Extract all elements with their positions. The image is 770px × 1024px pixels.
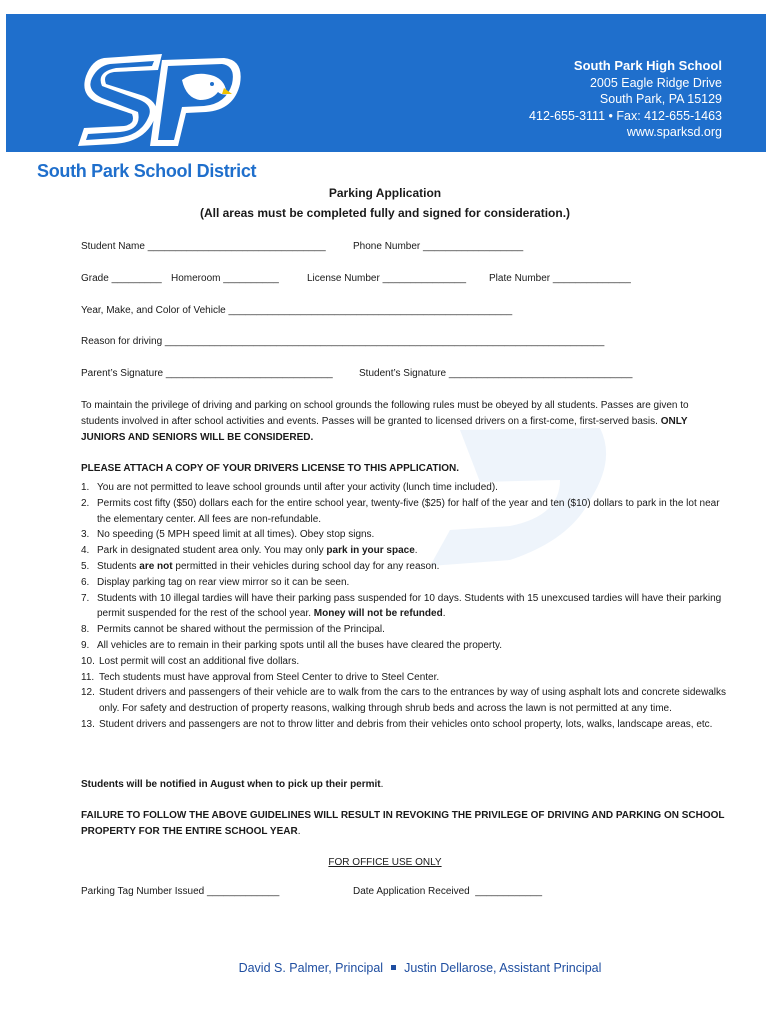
intro-paragraph	[81, 398, 729, 446]
district-name: South Park School District	[37, 161, 257, 181]
parent-signature-field[interactable]: Parent’s Signature ______________________________	[81, 368, 333, 379]
form-subtitle: (All areas must be completed fully and signed for consideration.)	[199, 206, 571, 220]
school-name: South Park High School	[573, 58, 722, 73]
principal-name: David S. Palmer, Principal	[238, 961, 384, 975]
student-signature-field[interactable]: Student’s Signature _________________________________	[359, 368, 633, 379]
school-address-line1: 2005 Eagle Ridge Drive	[589, 75, 722, 90]
juniors-seniors-notice: ONLY JUNIORS AND SENIORS WILL BE CONSIDERED.	[81, 416, 688, 443]
rule-item: 2. Permits cost fifty ($50) dollars each for the entire school year, twenty-five ($25) for half of the year and ten ($10) dollars to park in the lot near the elementary center. All fees are non-refundable.	[81, 497, 720, 525]
assistant-principal-name: Justin Dellarose, Assistant Principal	[404, 961, 602, 975]
rule-item: 5. Students are not permitted in their vehicles during school day for any reason.	[81, 560, 440, 572]
vehicle-field[interactable]: Year, Make, and Color of Vehicle ___________________________________________________	[81, 305, 513, 316]
phone-number-field[interactable]: Phone Number __________________	[353, 241, 524, 252]
rule-item: 7. Students with 10 illegal tardies will have their parking pass suspended for 10 days. Students with 15 unexcused tardies will have their parking permit suspended for the rest of the school year. Money will not be refunded.	[81, 592, 722, 620]
form-title: Parking Application	[328, 186, 442, 200]
rule-item: 11. Tech students must have approval from Steel Center to drive to Steel Center.	[81, 671, 440, 683]
intro-text: To maintain the privilege of driving and parking on school grounds the following rules must be obeyed by all students. Passes are given to students involved in after school activities and events. Passes will be granted to licensed drivers on a first-come, first-served basis.	[81, 400, 689, 427]
license-number-field[interactable]: License Number _______________	[307, 273, 467, 284]
rule-item: 1. You are not permitted to leave school grounds until after your activity (lunch time included).	[81, 482, 498, 493]
homeroom-field[interactable]: Homeroom __________	[171, 273, 279, 284]
separator-bullet-icon	[391, 965, 396, 970]
rule-item: 12. Student drivers and passengers of their vehicle are to walk from the cars to the entrances by way of using asphalt lots and concrete sidewalks only. For safety and destruction of property reasons, walking through shrub beds and across the lawn is not permitted at any time.	[81, 687, 726, 715]
rule-item: 6. Display parking tag on rear view mirror so it can be seen.	[81, 576, 350, 588]
sp-eagle-logo-icon	[74, 50, 244, 150]
rule-item: 4. Park in designated student area only. You may only park in your space.	[81, 545, 418, 557]
rules-list	[81, 480, 729, 733]
grade-field[interactable]: Grade _________	[81, 273, 162, 284]
notified-notice: Students will be notified in August when to pick up their permit.	[81, 779, 384, 790]
school-phone-fax: 412-655-3111 • Fax: 412-655-1463	[529, 108, 722, 123]
header-banner	[6, 14, 766, 152]
date-received-field[interactable]: Date Application Received ____________	[353, 886, 543, 897]
plate-number-field[interactable]: Plate Number ______________	[489, 273, 631, 284]
school-address-line2: South Park, PA 15129	[599, 92, 722, 106]
student-name-field[interactable]: Student Name ________________________________	[81, 241, 326, 252]
school-website: www.sparksd.org	[626, 125, 722, 139]
rule-item: 13. Student drivers and passengers are not to throw litter and debris from their vehicles onto school property, lots, walks, landscape areas, etc.	[81, 718, 713, 730]
reason-field[interactable]: Reason for driving _______________________________________________________________________________	[81, 336, 605, 347]
failure-warning: FAILURE TO FOLLOW THE ABOVE GUIDELINES WILL RESULT IN REVOKING THE PRIVILEGE OF DRIVING AND PARKING ON SCHOOL PROPERTY FOR THE ENTIRE SCHOOL YEAR.	[81, 810, 725, 837]
footer-staff	[0, 961, 770, 975]
parking-tag-number-field[interactable]: Parking Tag Number Issued _____________	[81, 886, 280, 897]
rule-item: 9. All vehicles are to remain in their parking spots until all the buses have cleared the property.	[81, 639, 503, 651]
rule-item: 8. Permits cannot be shared without the permission of the Principal.	[81, 624, 385, 636]
office-use-heading: FOR OFFICE USE ONLY	[328, 857, 442, 868]
school-contact-block	[529, 58, 722, 141]
rule-item: 10. Lost permit will cost an additional five dollars.	[81, 655, 300, 667]
attach-license-notice: PLEASE ATTACH A COPY OF YOUR DRIVERS LICENSE TO THIS APPLICATION.	[81, 463, 459, 474]
rule-item: 3. No speeding (5 MPH speed limit at all times). Obey stop signs.	[81, 529, 375, 541]
